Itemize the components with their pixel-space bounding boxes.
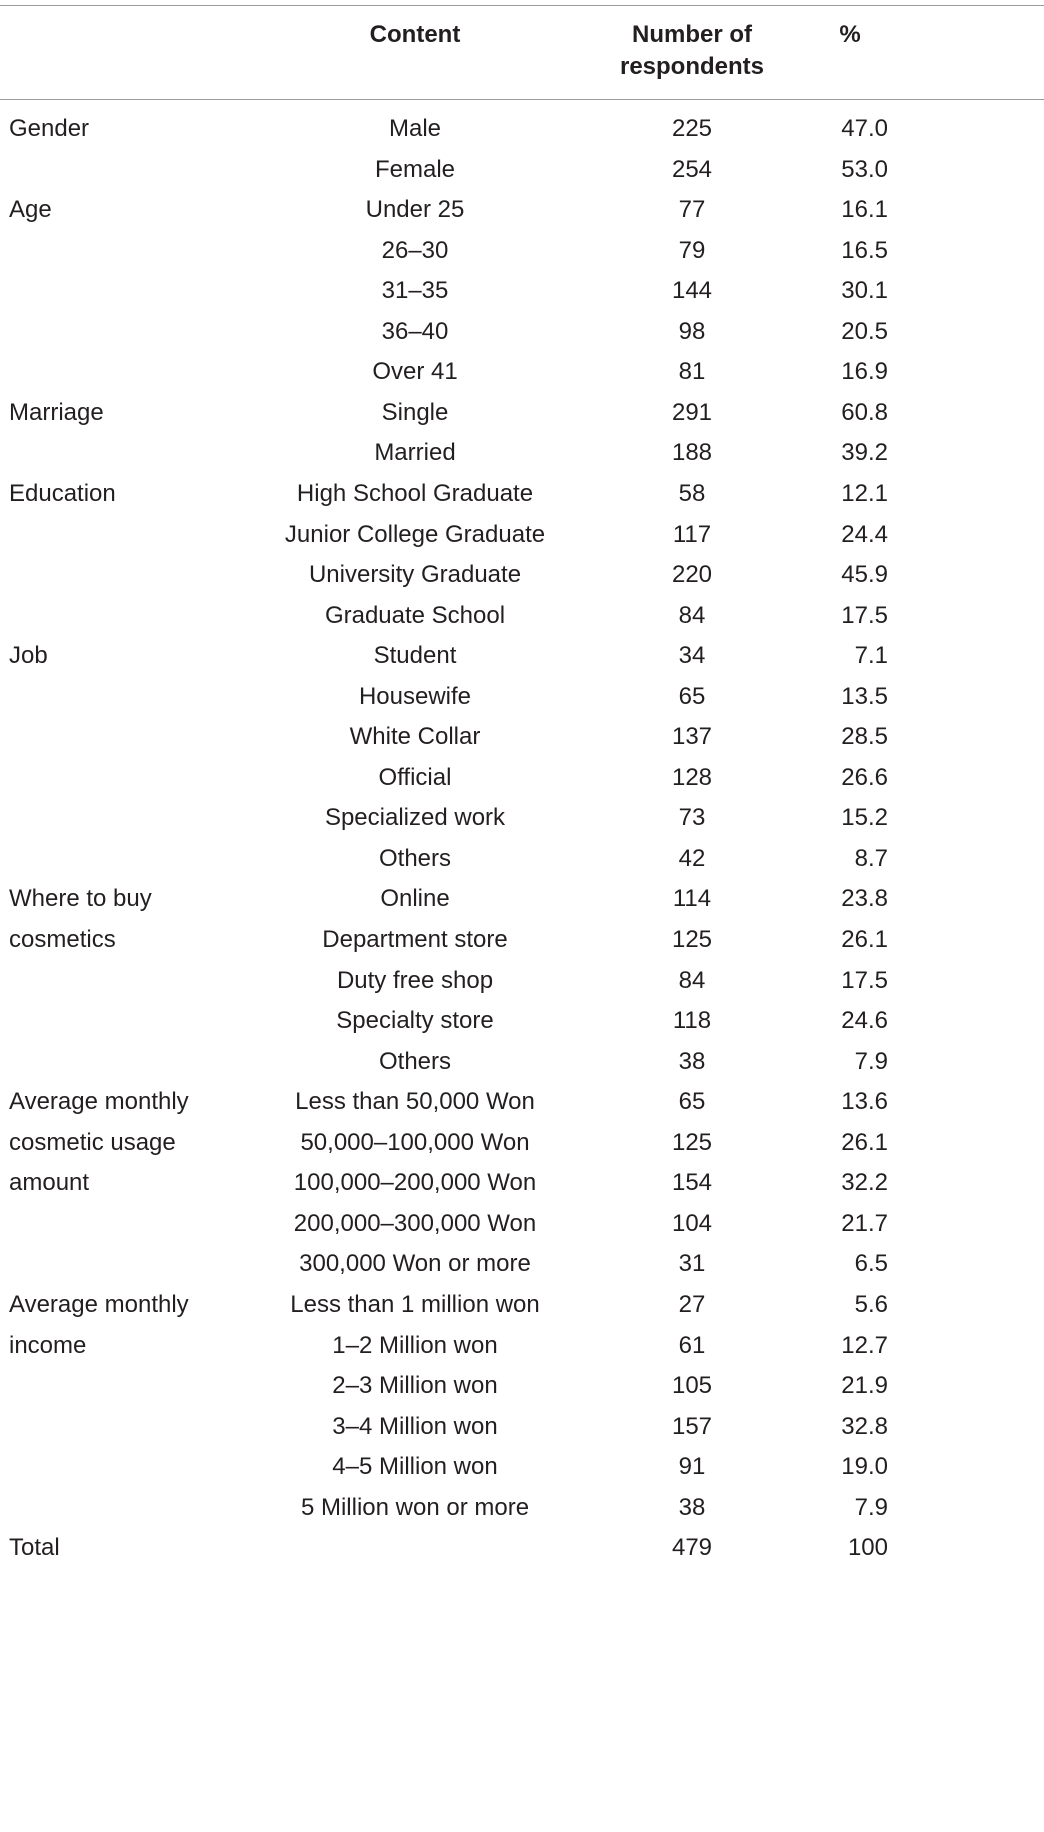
table-row (0, 397, 1044, 438)
row-percent: 12.1 (841, 479, 888, 507)
row-percent: 60.8 (841, 398, 888, 426)
row-percent: 21.7 (841, 1209, 888, 1237)
row-number-of-respondents: 73 (678, 804, 706, 832)
row-content: Specialty store (336, 1007, 494, 1035)
row-number-of-respondents: 98 (678, 317, 706, 345)
row-percent: 5.6 (854, 1290, 888, 1318)
row-content: White Collar (349, 723, 481, 751)
row-content: Junior College Graduate (284, 520, 546, 548)
row-content: Female (374, 155, 456, 183)
table-row (0, 1248, 1044, 1289)
row-content: 36–40 (381, 317, 449, 345)
row-percent: 7.9 (854, 1493, 888, 1521)
table-top-rule (0, 5, 1044, 6)
row-percent: 19.0 (841, 1453, 888, 1481)
row-percent: 15.2 (841, 804, 888, 832)
row-number-of-respondents: 31 (678, 1250, 706, 1278)
table-row (0, 762, 1044, 803)
table-row (0, 559, 1044, 600)
row-percent: 7.1 (854, 642, 888, 670)
row-content: 31–35 (381, 277, 449, 305)
table-row (0, 519, 1044, 560)
row-number-of-respondents: 114 (672, 885, 712, 913)
row-percent: 32.8 (841, 1412, 888, 1440)
row-number-of-respondents: 117 (672, 520, 712, 548)
row-content: 300,000 Won or more (299, 1250, 531, 1278)
row-content: 100,000–200,000 Won (293, 1169, 537, 1197)
table-row (0, 600, 1044, 641)
row-percent: 24.4 (841, 520, 888, 548)
table-row (0, 924, 1044, 965)
row-percent: 6.5 (854, 1250, 888, 1278)
table-row (0, 965, 1044, 1006)
table-row (0, 316, 1044, 357)
row-content: University Graduate (308, 561, 522, 589)
row-percent: 16.1 (841, 196, 888, 224)
table-row (0, 843, 1044, 884)
row-number-of-respondents: 128 (671, 763, 713, 791)
row-number-of-respondents: 220 (671, 561, 713, 589)
row-percent: 8.7 (854, 844, 888, 872)
row-percent: 16.9 (841, 358, 888, 386)
row-percent: 17.5 (841, 601, 888, 629)
row-percent: 23.8 (841, 885, 888, 913)
row-number-of-respondents: 291 (671, 398, 713, 426)
column-header-number-of-respondents: Number of respondents (619, 21, 765, 80)
row-number-of-respondents: 104 (671, 1209, 713, 1237)
row-number-of-respondents: 65 (678, 1088, 706, 1116)
table-row (0, 235, 1044, 276)
table-row (0, 721, 1044, 762)
table-row (0, 1167, 1044, 1208)
row-percent: 30.1 (841, 277, 888, 305)
table-row (0, 1411, 1044, 1452)
row-content: Single (381, 398, 449, 426)
row-number-of-respondents: 84 (678, 601, 706, 629)
row-percent: 47.0 (841, 115, 888, 142)
row-number-of-respondents: 125 (671, 926, 713, 953)
table-row (0, 883, 1044, 924)
row-percent: 100 (847, 1534, 888, 1562)
row-number-of-respondents: 79 (678, 236, 706, 264)
row-category: cosmetic usage (9, 1128, 176, 1156)
row-number-of-respondents: 77 (678, 196, 706, 224)
table-row (0, 1046, 1044, 1087)
row-content: 5 Million won or more (300, 1493, 530, 1521)
table-row (0, 1492, 1044, 1533)
row-content: Student (373, 642, 457, 670)
row-percent: 45.9 (841, 561, 888, 589)
table-row (0, 194, 1044, 235)
row-number-of-respondents: 61 (678, 1331, 706, 1359)
column-header-content: Content (369, 21, 461, 48)
table-row (0, 1370, 1044, 1411)
table-header-rule (0, 99, 1044, 100)
row-number-of-respondents: 125 (671, 1128, 713, 1156)
row-number-of-respondents: 154 (671, 1169, 713, 1197)
table-row (0, 113, 1044, 154)
row-content: 4–5 Million won (332, 1453, 498, 1481)
row-content: 1–2 Million won (332, 1331, 498, 1359)
table-row (0, 802, 1044, 843)
row-number-of-respondents: 38 (678, 1047, 706, 1075)
row-content: Online (380, 885, 450, 913)
table-row (0, 275, 1044, 316)
row-content: Less than 1 million won (290, 1290, 540, 1318)
row-content: 2–3 Million won (332, 1372, 498, 1400)
row-number-of-respondents: 34 (678, 642, 706, 670)
row-content: 200,000–300,000 Won (293, 1209, 537, 1237)
row-category: amount (9, 1169, 90, 1197)
row-number-of-respondents: 42 (678, 844, 706, 872)
row-content: 3–4 Million won (332, 1412, 498, 1440)
row-percent: 13.6 (841, 1088, 888, 1116)
row-percent: 7.9 (854, 1047, 888, 1075)
row-content: Duty free shop (336, 966, 494, 994)
row-number-of-respondents: 254 (671, 155, 713, 183)
row-category: Education (9, 479, 116, 507)
row-number-of-respondents: 65 (678, 682, 706, 710)
row-content: Graduate School (324, 601, 506, 629)
row-number-of-respondents: 58 (678, 479, 706, 507)
table-row (0, 478, 1044, 519)
column-header-percent: % (839, 21, 861, 48)
row-percent: 13.5 (841, 682, 888, 710)
row-category: Where to buy (9, 885, 152, 913)
row-category: Age (9, 196, 52, 224)
row-percent: 39.2 (841, 439, 888, 467)
table-row (0, 1005, 1044, 1046)
row-content: Others (378, 1047, 452, 1075)
table-row (0, 154, 1044, 195)
row-content: Over 41 (372, 358, 458, 386)
table-row (0, 1086, 1044, 1127)
row-content: 50,000–100,000 Won (300, 1128, 530, 1156)
table-row (0, 1127, 1044, 1168)
row-percent: 21.9 (841, 1372, 888, 1400)
row-number-of-respondents: 27 (678, 1290, 706, 1318)
row-content: Married (374, 439, 456, 467)
row-content: High School Graduate (296, 479, 534, 507)
row-number-of-respondents: 118 (672, 1007, 712, 1035)
row-category: Total (9, 1534, 60, 1562)
row-percent: 28.5 (841, 723, 888, 751)
row-percent: 26.1 (841, 1128, 888, 1156)
row-category: cosmetics (9, 926, 116, 953)
row-number-of-respondents: 81 (678, 358, 706, 386)
row-percent: 17.5 (841, 966, 888, 994)
row-number-of-respondents: 38 (678, 1493, 706, 1521)
row-number-of-respondents: 144 (671, 277, 713, 305)
row-category: income (9, 1331, 87, 1359)
row-category: Average monthly (9, 1088, 189, 1116)
table-row (0, 437, 1044, 478)
row-number-of-respondents: 479 (671, 1534, 713, 1562)
row-category: Gender (9, 115, 90, 142)
row-content: 26–30 (381, 236, 449, 264)
row-content: Others (378, 844, 452, 872)
table-row (0, 1289, 1044, 1330)
row-number-of-respondents: 84 (678, 966, 706, 994)
row-number-of-respondents: 225 (671, 115, 713, 142)
table-row (0, 1451, 1044, 1492)
row-percent: 53.0 (841, 155, 888, 183)
table-row (0, 640, 1044, 681)
table-row (0, 1208, 1044, 1249)
row-category: Marriage (9, 398, 104, 426)
row-content: Specialized work (324, 804, 506, 832)
row-content: Male (388, 115, 442, 142)
row-content: Under 25 (365, 196, 465, 224)
row-content: Department store (322, 926, 508, 953)
table-row (0, 1532, 1044, 1573)
row-percent: 26.6 (841, 763, 888, 791)
row-percent: 24.6 (841, 1007, 888, 1035)
row-category: Job (9, 642, 48, 670)
row-number-of-respondents: 105 (671, 1372, 713, 1400)
row-number-of-respondents: 157 (671, 1412, 713, 1440)
table-row (0, 681, 1044, 722)
table-row (0, 356, 1044, 397)
row-percent: 12.7 (841, 1331, 888, 1359)
row-percent: 20.5 (841, 317, 888, 345)
row-content: Less than 50,000 Won (295, 1088, 535, 1116)
row-category: Average monthly (9, 1290, 189, 1318)
row-number-of-respondents: 188 (671, 439, 713, 467)
row-content: Official (378, 763, 452, 791)
row-percent: 32.2 (841, 1169, 888, 1197)
table-row (0, 1330, 1044, 1371)
row-percent: 16.5 (841, 236, 888, 264)
row-number-of-respondents: 91 (678, 1453, 706, 1481)
row-number-of-respondents: 137 (671, 723, 713, 751)
row-percent: 26.1 (841, 926, 888, 953)
row-content: Housewife (358, 682, 472, 710)
